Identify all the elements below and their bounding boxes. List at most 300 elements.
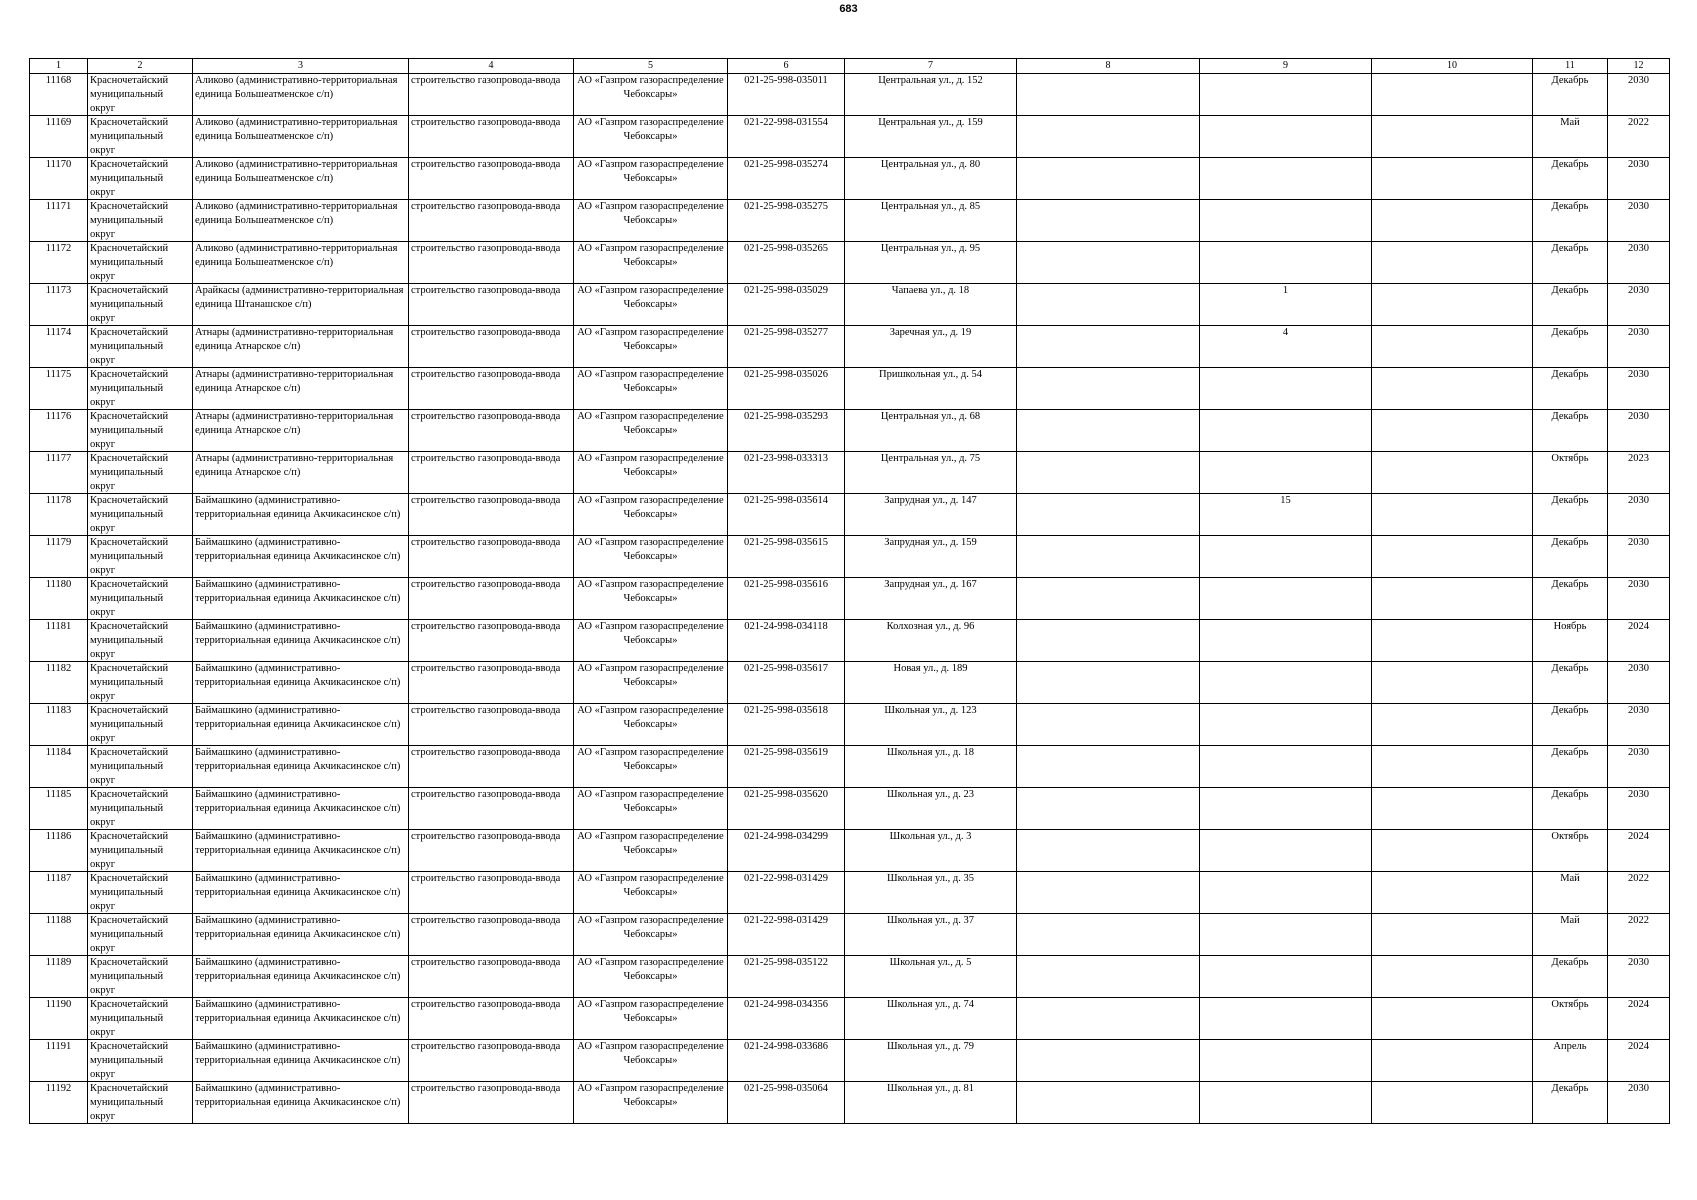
cell-text-year: 2030: [1628, 537, 1649, 548]
cell-district: [88, 704, 193, 746]
cell-settlement: [193, 74, 409, 116]
cell-district: [88, 830, 193, 872]
cell-column-10: [1372, 1040, 1533, 1082]
cell-text-district: Красночетайский муниципальный округ: [90, 663, 169, 702]
cell-number: [30, 1040, 88, 1082]
cell-text-c10: [1374, 284, 1530, 325]
cell-code: [728, 998, 845, 1040]
cell-settlement: [193, 998, 409, 1040]
cell-text-month: Декабрь: [1551, 495, 1589, 506]
cell-column-10: [1372, 242, 1533, 284]
column-header: 5: [574, 59, 728, 74]
cell-text-address: Чапаева ул., д. 18: [891, 285, 970, 296]
cell-year: [1608, 284, 1670, 326]
cell-text-no: 11186: [45, 831, 72, 842]
cell-text-c9: [1202, 998, 1369, 1039]
table-row: [30, 662, 1670, 704]
cell-text-c9: [1202, 746, 1369, 787]
cell-organization: [574, 494, 728, 536]
cell-work-type: [409, 452, 574, 494]
table-row: [30, 284, 1670, 326]
cell-text-no: 11185: [45, 789, 72, 800]
cell-work-type: [409, 746, 574, 788]
cell-year: [1608, 788, 1670, 830]
cell-month: [1533, 536, 1608, 578]
cell-organization: [574, 536, 728, 578]
cell-column-9: [1200, 998, 1372, 1040]
cell-column-9: [1200, 74, 1372, 116]
cell-column-10: [1372, 158, 1533, 200]
cell-text-org: АО «Газпром газораспределение Чебоксары»: [577, 873, 724, 898]
column-header: 3: [193, 59, 409, 74]
cell-month: [1533, 914, 1608, 956]
cell-text-c8: [1019, 1040, 1197, 1081]
cell-text-no: 11182: [45, 663, 72, 674]
cell-code: [728, 200, 845, 242]
cell-text-address: Центральная ул., д. 68: [880, 411, 981, 422]
cell-text-year: 2024: [1628, 831, 1649, 842]
cell-text-year: 2030: [1628, 243, 1649, 254]
cell-text-district: Красночетайский муниципальный округ: [90, 117, 169, 156]
table-row: [30, 914, 1670, 956]
cell-text-c8: [1019, 536, 1197, 577]
cell-column-9: [1200, 494, 1372, 536]
cell-text-c10: [1374, 872, 1530, 913]
cell-text-settlement: Баймашкино (административно-территориальная единица Акчикасинское с/п): [195, 747, 401, 772]
cell-text-c10: [1374, 620, 1530, 661]
table-row: [30, 788, 1670, 830]
cell-address: [845, 620, 1017, 662]
cell-number: [30, 788, 88, 830]
cell-code: [728, 662, 845, 704]
cell-text-org: АО «Газпром газораспределение Чебоксары»: [577, 957, 724, 982]
cell-text-code: 021-23-998-033313: [744, 453, 828, 464]
cell-text-org: АО «Газпром газораспределение Чебоксары»: [577, 285, 724, 310]
cell-text-year: 2030: [1628, 663, 1649, 674]
cell-address: [845, 158, 1017, 200]
cell-year: [1608, 662, 1670, 704]
cell-text-settlement: Арайкасы (административно-территориальная единица Штанашское с/п): [195, 285, 404, 310]
cell-settlement: [193, 158, 409, 200]
cell-number: [30, 284, 88, 326]
cell-text-month: Декабрь: [1551, 663, 1589, 674]
cell-text-settlement: Баймашкино (административно-территориальная единица Акчикасинское с/п): [195, 621, 401, 646]
cell-text-c8: [1019, 200, 1197, 241]
cell-column-8: [1017, 284, 1200, 326]
cell-text-c10: [1374, 998, 1530, 1039]
cell-text-address: Колхозная ул., д. 96: [886, 621, 975, 632]
cell-text-code: 021-24-998-034299: [744, 831, 828, 842]
cell-column-9: [1200, 116, 1372, 158]
column-header: 6: [728, 59, 845, 74]
cell-address: [845, 872, 1017, 914]
cell-code: [728, 74, 845, 116]
cell-text-month: Декабрь: [1551, 159, 1589, 170]
cell-text-settlement: Баймашкино (административно-территориальная единица Акчикасинское с/п): [195, 831, 401, 856]
cell-text-c9: [1202, 620, 1369, 661]
cell-text-address: Школьная ул., д. 123: [884, 705, 977, 716]
cell-text-district: Красночетайский муниципальный округ: [90, 831, 169, 870]
cell-number: [30, 74, 88, 116]
cell-code: [728, 956, 845, 998]
cell-number: [30, 662, 88, 704]
cell-column-10: [1372, 662, 1533, 704]
cell-organization: [574, 410, 728, 452]
cell-district: [88, 158, 193, 200]
cell-text-c10: [1374, 452, 1530, 493]
cell-code: [728, 1040, 845, 1082]
cell-text-address: Школьная ул., д. 35: [886, 873, 975, 884]
cell-text-c10: [1374, 200, 1530, 241]
cell-column-9: [1200, 662, 1372, 704]
cell-text-year: 2030: [1628, 159, 1649, 170]
cell-text-address: Школьная ул., д. 79: [886, 1041, 975, 1052]
cell-text-c10: [1374, 830, 1530, 871]
cell-settlement: [193, 1082, 409, 1124]
cell-year: [1608, 200, 1670, 242]
cell-number: [30, 998, 88, 1040]
cell-number: [30, 578, 88, 620]
cell-number: [30, 914, 88, 956]
cell-month: [1533, 746, 1608, 788]
cell-column-8: [1017, 620, 1200, 662]
cell-text-settlement: Атнары (административно-территориальная единица Атнарское с/п): [195, 369, 394, 394]
cell-year: [1608, 1040, 1670, 1082]
cell-text-address: Школьная ул., д. 23: [886, 789, 975, 800]
cell-text-district: Красночетайский муниципальный округ: [90, 285, 169, 324]
cell-column-10: [1372, 578, 1533, 620]
cell-text-c8: [1019, 242, 1197, 283]
cell-text-district: Красночетайский муниципальный округ: [90, 1041, 169, 1080]
cell-month: [1533, 998, 1608, 1040]
cell-work-type: [409, 1082, 574, 1124]
cell-organization: [574, 200, 728, 242]
cell-code: [728, 158, 845, 200]
cell-text-work: строительство газопровода-ввода: [411, 537, 561, 548]
cell-month: [1533, 74, 1608, 116]
cell-text-year: 2030: [1628, 369, 1649, 380]
cell-text-year: 2023: [1628, 453, 1649, 464]
cell-text-district: Красночетайский муниципальный округ: [90, 75, 169, 114]
cell-text-district: Красночетайский муниципальный округ: [90, 873, 169, 912]
cell-settlement: [193, 704, 409, 746]
cell-organization: [574, 746, 728, 788]
column-header: 11: [1533, 59, 1608, 74]
cell-text-district: Красночетайский муниципальный округ: [90, 243, 169, 282]
table-row: [30, 956, 1670, 998]
cell-text-no: 11172: [45, 243, 72, 254]
cell-work-type: [409, 830, 574, 872]
cell-text-year: 2030: [1628, 285, 1649, 296]
cell-organization: [574, 284, 728, 326]
cell-work-type: [409, 242, 574, 284]
cell-district: [88, 368, 193, 410]
cell-text-c9: 4: [1282, 327, 1289, 338]
cell-text-c10: [1374, 1040, 1530, 1081]
cell-text-year: 2030: [1628, 789, 1649, 800]
cell-code: [728, 1082, 845, 1124]
cell-organization: [574, 74, 728, 116]
cell-text-district: Красночетайский муниципальный округ: [90, 747, 169, 786]
cell-code: [728, 704, 845, 746]
table-row: [30, 242, 1670, 284]
table-row: [30, 704, 1670, 746]
cell-text-year: 2030: [1628, 411, 1649, 422]
table-row: [30, 494, 1670, 536]
cell-text-work: строительство газопровода-ввода: [411, 117, 561, 128]
cell-column-8: [1017, 368, 1200, 410]
cell-column-10: [1372, 1082, 1533, 1124]
cell-month: [1533, 452, 1608, 494]
cell-month: [1533, 116, 1608, 158]
cell-month: [1533, 704, 1608, 746]
cell-text-district: Красночетайский муниципальный округ: [90, 621, 169, 660]
cell-code: [728, 410, 845, 452]
cell-text-month: Май: [1560, 915, 1580, 926]
cell-text-org: АО «Газпром газораспределение Чебоксары»: [577, 369, 724, 394]
cell-text-address: Центральная ул., д. 95: [880, 243, 981, 254]
cell-text-c10: [1374, 326, 1530, 367]
cell-column-10: [1372, 914, 1533, 956]
cell-text-c8: [1019, 494, 1197, 535]
cell-text-district: Красночетайский муниципальный округ: [90, 201, 169, 240]
cell-district: [88, 74, 193, 116]
cell-text-month: Декабрь: [1551, 75, 1589, 86]
cell-work-type: [409, 914, 574, 956]
cell-month: [1533, 1082, 1608, 1124]
cell-text-c10: [1374, 1082, 1530, 1123]
table-body: [30, 74, 1670, 1124]
cell-text-org: АО «Газпром газораспределение Чебоксары»: [577, 495, 724, 520]
cell-text-work: строительство газопровода-ввода: [411, 369, 561, 380]
cell-settlement: [193, 326, 409, 368]
cell-address: [845, 410, 1017, 452]
cell-number: [30, 956, 88, 998]
cell-year: [1608, 494, 1670, 536]
cell-column-10: [1372, 536, 1533, 578]
cell-text-c8: [1019, 998, 1197, 1039]
cell-text-no: 11170: [45, 159, 72, 170]
cell-text-work: строительство газопровода-ввода: [411, 327, 561, 338]
cell-text-year: 2030: [1628, 327, 1649, 338]
cell-text-work: строительство газопровода-ввода: [411, 789, 561, 800]
cell-text-year: 2030: [1628, 1083, 1649, 1094]
cell-column-8: [1017, 242, 1200, 284]
cell-month: [1533, 200, 1608, 242]
cell-month: [1533, 956, 1608, 998]
cell-text-work: строительство газопровода-ввода: [411, 411, 561, 422]
cell-text-month: Ноябрь: [1553, 621, 1587, 632]
cell-year: [1608, 956, 1670, 998]
column-header: 4: [409, 59, 574, 74]
cell-text-year: 2030: [1628, 75, 1649, 86]
cell-column-10: [1372, 116, 1533, 158]
cell-text-district: Красночетайский муниципальный округ: [90, 999, 169, 1038]
cell-text-work: строительство газопровода-ввода: [411, 75, 561, 86]
cell-text-year: 2030: [1628, 201, 1649, 212]
cell-column-10: [1372, 326, 1533, 368]
cell-column-10: [1372, 998, 1533, 1040]
cell-code: [728, 914, 845, 956]
column-header: 12: [1608, 59, 1670, 74]
cell-column-8: [1017, 746, 1200, 788]
cell-text-work: строительство газопровода-ввода: [411, 999, 561, 1010]
cell-column-8: [1017, 704, 1200, 746]
cell-address: [845, 704, 1017, 746]
cell-text-no: 11177: [45, 453, 72, 464]
cell-column-8: [1017, 914, 1200, 956]
cell-text-c8: [1019, 872, 1197, 913]
cell-work-type: [409, 998, 574, 1040]
cell-text-no: 11180: [45, 579, 72, 590]
cell-text-code: 021-25-998-035029: [744, 285, 828, 296]
cell-text-no: 11181: [45, 621, 72, 632]
cell-text-work: строительство газопровода-ввода: [411, 705, 561, 716]
cell-text-year: 2030: [1628, 579, 1649, 590]
cell-district: [88, 998, 193, 1040]
table-row: [30, 1040, 1670, 1082]
cell-district: [88, 452, 193, 494]
cell-text-address: Школьная ул., д. 18: [886, 747, 975, 758]
cell-text-year: 2030: [1628, 957, 1649, 968]
table-row: [30, 410, 1670, 452]
cell-text-settlement: Аликово (административно-территориальная единица Большеатменское с/п): [195, 117, 398, 142]
cell-text-c9: 1: [1282, 285, 1289, 296]
cell-column-8: [1017, 998, 1200, 1040]
table-row: [30, 536, 1670, 578]
cell-text-c9: [1202, 956, 1369, 997]
cell-organization: [574, 788, 728, 830]
cell-address: [845, 956, 1017, 998]
cell-organization: [574, 242, 728, 284]
cell-work-type: [409, 326, 574, 368]
cell-number: [30, 410, 88, 452]
cell-text-month: Декабрь: [1551, 1083, 1589, 1094]
cell-district: [88, 1082, 193, 1124]
cell-column-9: [1200, 452, 1372, 494]
cell-number: [30, 620, 88, 662]
cell-text-settlement: Аликово (административно-территориальная единица Большеатменское с/п): [195, 75, 398, 100]
cell-text-no: 11171: [45, 201, 72, 212]
table-row: [30, 620, 1670, 662]
cell-month: [1533, 578, 1608, 620]
cell-text-address: Центральная ул., д. 85: [880, 201, 981, 212]
cell-text-no: 11191: [45, 1041, 72, 1052]
cell-text-c10: [1374, 704, 1530, 745]
cell-address: [845, 536, 1017, 578]
cell-text-c9: [1202, 830, 1369, 871]
cell-text-c10: [1374, 116, 1530, 157]
cell-work-type: [409, 788, 574, 830]
cell-number: [30, 872, 88, 914]
cell-address: [845, 452, 1017, 494]
cell-district: [88, 914, 193, 956]
cell-code: [728, 284, 845, 326]
cell-text-address: Запрудная ул., д. 167: [884, 579, 977, 590]
cell-text-month: Декабрь: [1551, 705, 1589, 716]
cell-text-c8: [1019, 914, 1197, 955]
cell-text-settlement: Баймашкино (административно-территориальная единица Акчикасинское с/п): [195, 915, 401, 940]
cell-text-c8: [1019, 662, 1197, 703]
cell-text-year: 2022: [1628, 915, 1649, 926]
cell-text-no: 11190: [45, 999, 72, 1010]
cell-text-settlement: Баймашкино (административно-территориальная единица Акчикасинское с/п): [195, 1083, 401, 1108]
cell-district: [88, 410, 193, 452]
cell-text-address: Центральная ул., д. 75: [880, 453, 981, 464]
cell-text-settlement: Аликово (административно-территориальная единица Большеатменское с/п): [195, 159, 398, 184]
cell-district: [88, 662, 193, 704]
cell-number: [30, 158, 88, 200]
cell-text-settlement: Баймашкино (административно-территориальная единица Акчикасинское с/п): [195, 789, 401, 814]
cell-address: [845, 830, 1017, 872]
cell-text-no: 11179: [45, 537, 72, 548]
cell-column-10: [1372, 956, 1533, 998]
table-row: [30, 116, 1670, 158]
cell-year: [1608, 326, 1670, 368]
cell-column-8: [1017, 326, 1200, 368]
cell-text-address: Школьная ул., д. 5: [889, 957, 972, 968]
cell-text-district: Красночетайский муниципальный округ: [90, 369, 169, 408]
cell-column-9: [1200, 536, 1372, 578]
cell-number: [30, 242, 88, 284]
cell-text-work: строительство газопровода-ввода: [411, 915, 561, 926]
cell-column-8: [1017, 872, 1200, 914]
cell-text-month: Декабрь: [1551, 369, 1589, 380]
cell-column-8: [1017, 536, 1200, 578]
cell-text-org: АО «Газпром газораспределение Чебоксары»: [577, 327, 724, 352]
cell-column-10: [1372, 452, 1533, 494]
page-number: 683: [839, 3, 858, 15]
cell-text-org: АО «Газпром газораспределение Чебоксары»: [577, 159, 724, 184]
cell-address: [845, 368, 1017, 410]
cell-work-type: [409, 620, 574, 662]
cell-organization: [574, 116, 728, 158]
cell-text-district: Красночетайский муниципальный округ: [90, 327, 169, 366]
cell-year: [1608, 830, 1670, 872]
cell-organization: [574, 704, 728, 746]
cell-column-8: [1017, 200, 1200, 242]
cell-text-no: 11174: [45, 327, 72, 338]
cell-text-address: Запрудная ул., д. 159: [884, 537, 977, 548]
table-row: [30, 578, 1670, 620]
cell-column-8: [1017, 956, 1200, 998]
cell-text-month: Декабрь: [1551, 243, 1589, 254]
cell-work-type: [409, 1040, 574, 1082]
cell-address: [845, 494, 1017, 536]
cell-organization: [574, 956, 728, 998]
cell-text-work: строительство газопровода-ввода: [411, 495, 561, 506]
cell-settlement: [193, 116, 409, 158]
cell-text-c9: [1202, 158, 1369, 199]
cell-settlement: [193, 284, 409, 326]
cell-text-c8: [1019, 368, 1197, 409]
cell-work-type: [409, 704, 574, 746]
cell-column-10: [1372, 746, 1533, 788]
cell-code: [728, 368, 845, 410]
cell-text-code: 021-22-998-031429: [744, 915, 828, 926]
cell-text-c9: 15: [1280, 495, 1291, 506]
cell-text-c10: [1374, 578, 1530, 619]
cell-text-settlement: Баймашкино (административно-территориальная единица Акчикасинское с/п): [195, 999, 401, 1024]
cell-column-9: [1200, 242, 1372, 284]
cell-text-org: АО «Газпром газораспределение Чебоксары»: [577, 789, 724, 814]
cell-address: [845, 284, 1017, 326]
cell-column-10: [1372, 788, 1533, 830]
cell-column-10: [1372, 704, 1533, 746]
cell-organization: [574, 452, 728, 494]
cell-text-no: 11184: [45, 747, 72, 758]
cell-text-no: 11188: [45, 915, 72, 926]
